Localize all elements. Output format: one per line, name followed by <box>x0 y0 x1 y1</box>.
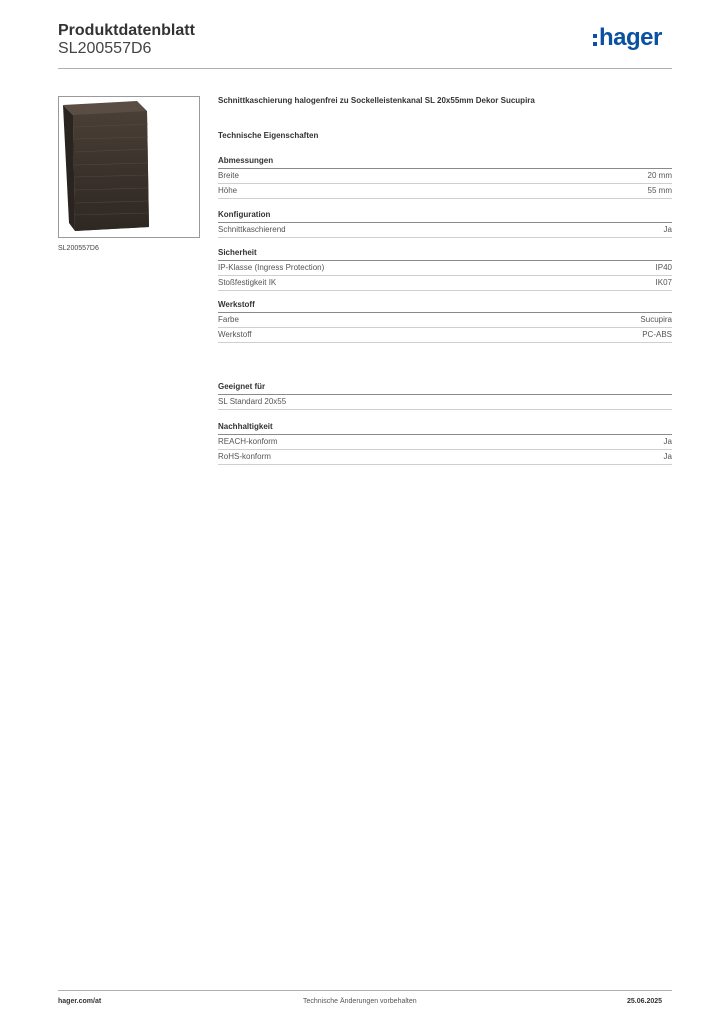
table-row <box>218 450 672 465</box>
row-label: Stoßfestigkeit IK <box>218 278 277 287</box>
table-row <box>218 395 672 410</box>
row-value: Ja <box>663 225 672 234</box>
section-title: Werkstoff <box>218 300 672 313</box>
product-code: SL200557D6 <box>58 40 152 57</box>
header-divider <box>58 68 672 69</box>
table-row <box>218 313 672 328</box>
row-value: PC-ABS <box>642 330 672 339</box>
row-label: RoHS-konform <box>218 452 271 461</box>
row-label: REACH-konform <box>218 437 278 446</box>
row-label: Werkstoff <box>218 330 252 339</box>
section-abmessungen <box>218 156 672 199</box>
footer-date: 25.06.2025 <box>627 998 663 1005</box>
section-title: Nachhaltigkeit <box>218 422 672 435</box>
section-nachhaltigkeit <box>218 422 672 465</box>
table-row <box>218 276 672 291</box>
row-value: IP40 <box>655 263 672 272</box>
page-title: Produktdatenblatt <box>58 22 195 39</box>
section-geeignet-fuer <box>218 382 672 410</box>
section-title: Geeignet für <box>218 382 672 395</box>
footer-website: hager.com/at <box>58 998 102 1005</box>
row-label: Farbe <box>218 315 239 324</box>
section-title: Sicherheit <box>218 248 672 261</box>
section-konfiguration <box>218 210 672 238</box>
row-value: Ja <box>663 452 672 461</box>
row-value: Ja <box>663 437 672 446</box>
image-caption: SL200557D6 <box>58 245 99 252</box>
table-row <box>218 435 672 450</box>
row-label: SL Standard 20x55 <box>218 397 287 406</box>
row-value: IK07 <box>655 278 672 287</box>
table-row <box>218 261 672 276</box>
row-label: IP-Klasse (Ingress Protection) <box>218 263 325 272</box>
row-value: Sucupira <box>640 315 672 324</box>
row-label: Breite <box>218 171 239 180</box>
product-image <box>58 96 200 238</box>
table-row <box>218 169 672 184</box>
row-label: Schnittkaschierend <box>218 225 286 234</box>
row-value: 20 mm <box>647 171 672 180</box>
row-value: 55 mm <box>647 186 672 195</box>
section-title: Abmessungen <box>218 156 672 169</box>
footer-divider <box>58 990 672 991</box>
table-row <box>218 223 672 238</box>
table-row <box>218 184 672 199</box>
technical-properties-heading: Technische Eigenschaften <box>218 131 319 140</box>
section-sicherheit <box>218 248 672 291</box>
section-title: Konfiguration <box>218 210 672 223</box>
product-description: Schnittkaschierung halogenfrei zu Sockelleistenkanal SL 20x55mm Dekor Sucupira <box>218 96 535 105</box>
row-label: Höhe <box>218 186 238 195</box>
section-werkstoff <box>218 300 672 343</box>
logo-text: hager <box>599 24 662 51</box>
logo-dots-icon <box>593 34 597 50</box>
footer-note: Technische Änderungen vorbehalten <box>303 998 417 1005</box>
table-row <box>218 328 672 343</box>
